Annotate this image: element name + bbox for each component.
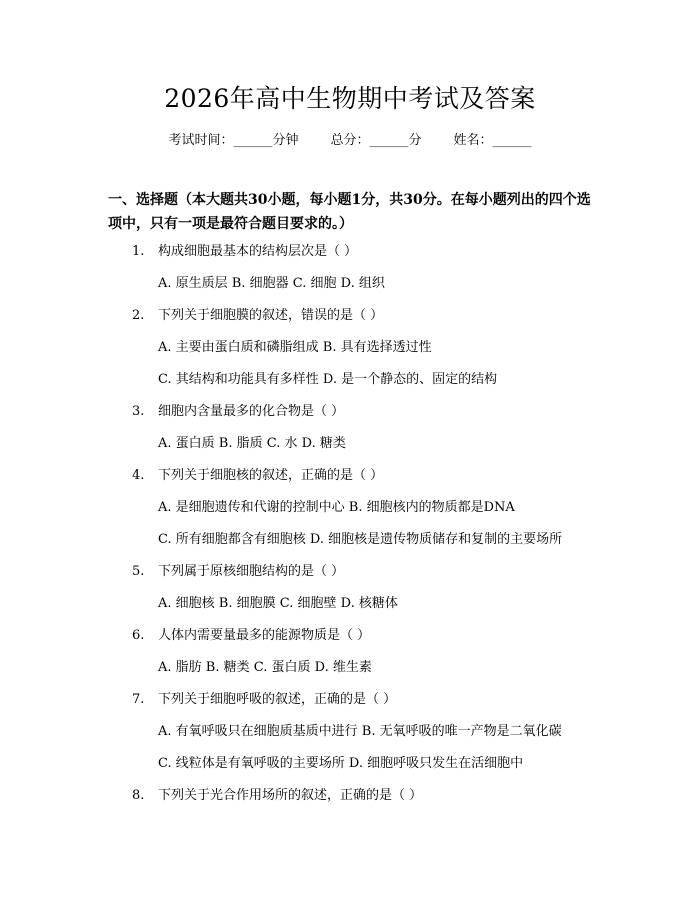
question-number: 7. (132, 692, 145, 707)
question-stem: 下列关于细胞膜的叙述，错误的是（ ） (158, 308, 384, 323)
question-6 (132, 626, 602, 646)
question-5 (132, 562, 602, 582)
question-stem: 下列关于细胞呼吸的叙述，正确的是（ ） (158, 692, 397, 707)
student-name-field: 姓名：______ (453, 133, 532, 148)
question-3 (132, 402, 602, 422)
question-number: 4. (132, 468, 145, 483)
question-number: 1. (132, 244, 145, 259)
question-4-options-line-1: A. 是细胞遗传和代谢的控制中心 B. 细胞核内的物质都是DNA (158, 500, 515, 515)
question-6-options: A. 脂肪 B. 糖类 C. 蛋白质 D. 维生素 (158, 660, 372, 675)
question-number: 3. (132, 404, 145, 419)
question-stem: 构成细胞最基本的结构层次是（ ） (158, 244, 358, 259)
question-7-options-line-2: C. 线粒体是有氧呼吸的主要场所 D. 细胞呼吸只发生在活细胞中 (158, 756, 524, 771)
question-1-options: A. 原生质层 B. 细胞器 C. 细胞 D. 组织 (158, 276, 385, 291)
question-stem: 下列关于光合作用场所的叙述，正确的是（ ） (158, 788, 423, 803)
question-4-options-line-2: C. 所有细胞都含有细胞核 D. 细胞核是遗传物质储存和复制的主要场所 (158, 532, 563, 547)
question-number: 2. (132, 308, 145, 323)
question-7 (132, 690, 602, 710)
exam-time-field: 考试时间：______分钟 (168, 133, 299, 148)
question-5-options: A. 细胞核 B. 细胞膜 C. 细胞壁 D. 核糖体 (158, 596, 398, 611)
question-2-options-line-1: A. 主要由蛋白质和磷脂组成 B. 具有选择透过性 (158, 340, 432, 355)
question-2 (132, 306, 602, 326)
question-1 (132, 242, 602, 262)
question-number: 8. (132, 788, 145, 803)
exam-meta-line (0, 131, 700, 151)
question-stem: 下列关于细胞核的叙述，正确的是（ ） (158, 468, 384, 483)
question-number: 5. (132, 564, 145, 579)
question-4 (132, 466, 602, 486)
question-stem: 人体内需要量最多的能源物质是（ ） (158, 628, 371, 643)
section-heading: 一、选择题（本大题共30小题，每小题1分，共30分。在每小题列出的四个选项中，只有一项是最符合题目要求的。） (108, 192, 591, 232)
question-number: 6. (132, 628, 145, 643)
question-7-options-line-1: A. 有氧呼吸只在细胞质基质中进行 B. 无氧呼吸的唯一产物是二氧化碳 (158, 724, 562, 739)
question-2-options-line-2: C. 其结构和功能具有多样性 D. 是一个静态的、固定的结构 (158, 372, 498, 387)
question-3-options: A. 蛋白质 B. 脂质 C. 水 D. 糖类 (158, 436, 346, 451)
question-stem: 下列属于原核细胞结构的是（ ） (158, 564, 345, 579)
total-score-field: 总分：______分 (330, 133, 422, 148)
question-stem: 细胞内含量最多的化合物是（ ） (158, 404, 345, 419)
page-title: 2026年高中生物期中考试及答案 (164, 84, 536, 113)
question-8 (132, 786, 602, 806)
